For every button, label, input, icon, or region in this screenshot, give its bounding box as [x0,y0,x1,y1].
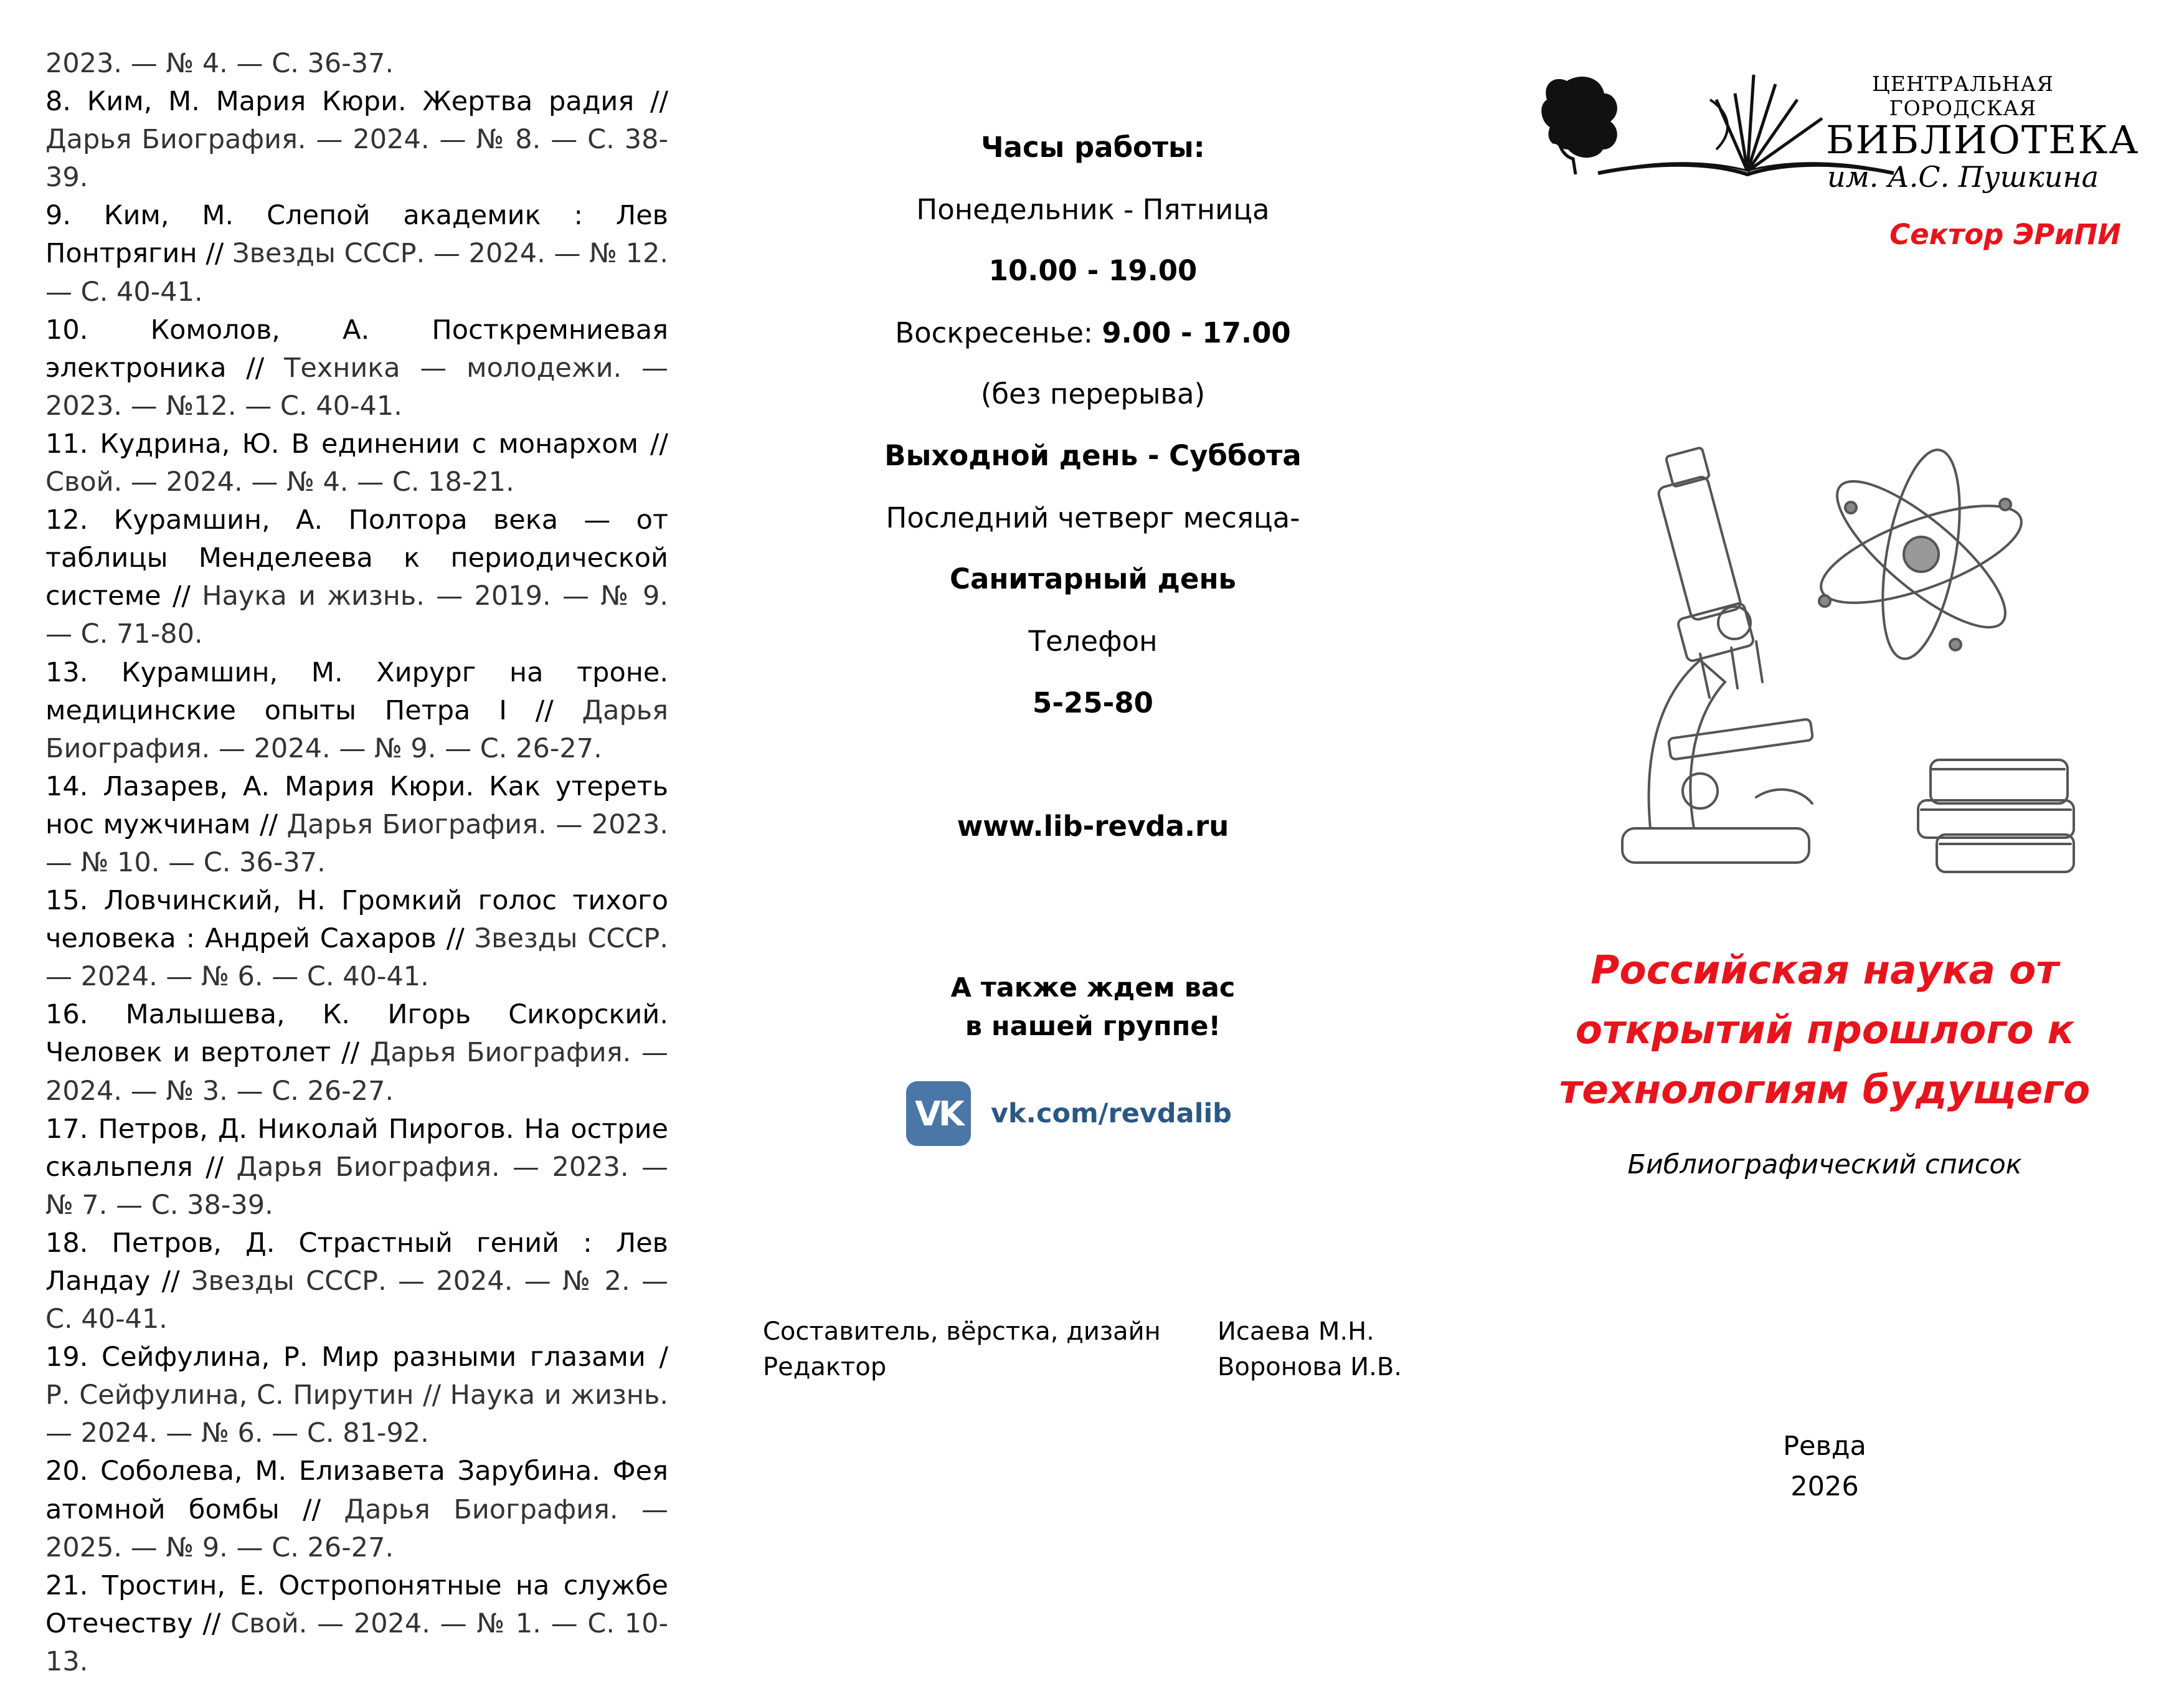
cover-panel [1457,0,2184,1545]
bibliography-entry [45,1338,668,1452]
group-invite-line1: А также ждем вас [950,972,1236,1003]
city-year [1457,1426,2184,1507]
bibliography-entry [45,996,668,1110]
bibliography-panel [0,0,729,1677]
entry-publication: Свой. — 2024. — № 1. — С. 10-13. [45,1608,668,1677]
entry-author-title: 12. Курамшин, А. Полтора века — от таблицы Менделеева к периодической системе // [45,504,668,612]
logo-line3: им. А.С. Пушкина [1827,160,2099,194]
hours-heading: Часы работы: [981,131,1205,164]
bibliography-entry [45,501,668,653]
bibliography-entry [45,425,668,501]
library-logo-text [1826,72,2140,194]
entry-publication: Дарья Биография. — 2023. — № 10. — С. 36-37. [45,808,668,878]
entry-publication: Звезды СССР. — 2024. — № 6. — С. 40-41. [45,923,669,993]
phone-label: Телефон [1028,625,1158,658]
brochure-title: Российская наука от открытий прошлого к технологиям будущего [1559,947,2091,1112]
entry-author-title: 14. Лазарев, А. Мария Кюри. Как утереть нос мужчинам // [45,770,668,840]
bibliography-entry [45,1452,668,1566]
city-name: Ревда [1783,1431,1866,1462]
entry-author-title: 20. Соболева, М. Елизавета Зарубина. Фея атомной бомбы // [45,1456,668,1525]
entry-author-title: 16. Малышева, К. Игорь Сикорский. Человек и вертолет // [45,999,668,1069]
bibliography-entry [45,882,668,996]
credit-name-compiler: Исаева М.Н. [1217,1317,1374,1346]
bibliography-entry [45,768,668,882]
last-thursday-note: Последний четверг месяца- [886,501,1300,534]
entry-publication: Свой. — 2024. — № 4. — С. 18-21. [45,466,514,498]
contacts-panel [729,0,1457,1545]
entry-author-title: 17. Петров, Д. Николай Пирогов. На острие скальпеля // [45,1113,668,1183]
entry-author-title: 9. Ким, М. Слепой академик : Лев Понтрягин // [45,200,668,270]
vk-logo-icon: VK [906,1081,971,1146]
entry-publication: Техника — молодежи. — 2023. — №12. — С. 40-41. [45,352,668,422]
credit-role-editor: Редактор [763,1353,887,1381]
vk-link-text[interactable]: vk.com/revdalib [991,1098,1232,1129]
sunday-hours: Воскресенье: 9.00 - 17.00 [895,316,1291,349]
group-invite-line2: в нашей группе! [965,1011,1221,1042]
vk-group-link[interactable] [906,1081,1232,1146]
entry-publication: 2023. — № 4. — С. 36-37. [45,48,394,79]
no-break-note: (без перерыва) [980,377,1206,410]
entry-publication: Звезды СССР. — 2024. — № 12. — С. 40-41. [45,238,669,308]
day-off: Выходной день - Суббота [884,439,1302,472]
weekday-hours: 10.00 - 19.00 [988,254,1198,287]
microscope-atom-books-illustration [1607,436,2092,884]
logo-line1: ЦЕНТРАЛЬНАЯ ГОРОДСКАЯ [1871,72,2054,120]
bibliography-entry [45,654,668,768]
entry-author-title: 11. Кудрина, Ю. В единении с монархом // [45,428,668,460]
website-link[interactable]: www.lib-revda.ru [957,810,1229,843]
publication-year: 2026 [1790,1471,1859,1502]
phone-number: 5-25-80 [1033,686,1153,719]
entry-author-title: 18. Петров, Д. Страстный гений : Лев Ландау // [45,1227,668,1297]
entry-author-title: 15. Ловчинский, Н. Громкий голос тихого человека : Андрей Сахаров // [45,885,668,955]
bibliography-entry [45,197,668,311]
bibliography-entry [45,311,668,425]
bibliography-entry [45,1224,668,1338]
entry-publication: Звезды СССР. — 2024. — № 2. — С. 40-41. [45,1266,668,1335]
bibliography-entry [45,45,668,83]
entry-publication: Дарья Биография. — 2023. — № 7. — С. 38-39. [45,1151,668,1221]
entry-author-title: 13. Курамшин, М. Хирург на троне. медицинские опыты Петра I // [45,656,668,726]
entry-publication: Наука и жизнь. — 2019. — № 9. — С. 71-80. [45,580,668,650]
bibliography-entry [45,1110,668,1224]
entry-publication: Дарья Биография. — 2024. — № 8. — С. 38-39. [45,124,668,194]
entry-publication: Р. Сейфулина, С. Пирутин // Наука и жизнь. — 2024. — № 6. — С. 81-92. [45,1380,668,1449]
credit-role-compiler: Составитель, вёрстка, дизайн [763,1317,1161,1346]
sanitary-day: Санитарный день [949,562,1237,595]
entry-publication: Дарья Биография. — 2024. — № 9. — С. 26-27. [45,694,668,764]
bibliography-entry [45,1567,668,1681]
entry-author-title: 19. Сейфулина, Р. Мир разными глазами / [45,1342,668,1373]
sector-label: Сектор ЭРиПИ [1889,218,2121,251]
bibliography-entry [45,83,668,197]
bibliography-list [45,45,668,1681]
weekdays-label: Понедельник - Пятница [916,193,1270,226]
brochure-subtitle: Библиографический список [1627,1149,2022,1180]
entry-publication: Дарья Биография. — 2024. — № 3. — С. 26-27. [45,1037,668,1107]
entry-publication: Дарья Биография. — 2025. — № 9. — С. 26-27. [45,1494,668,1563]
entry-author-title: 10. Комолов, А. Посткремниевая электроника // [45,314,668,384]
entry-author-title: 21. Тростин, Е. Остропонятные на службе Отечеству // [45,1570,668,1639]
credit-name-editor: Воронова И.В. [1217,1353,1402,1381]
logo-line2: БИБЛИОТЕКА [1826,117,2140,163]
entry-author-title: 8. Ким, М. Мария Кюри. Жертва радия // [45,86,668,118]
